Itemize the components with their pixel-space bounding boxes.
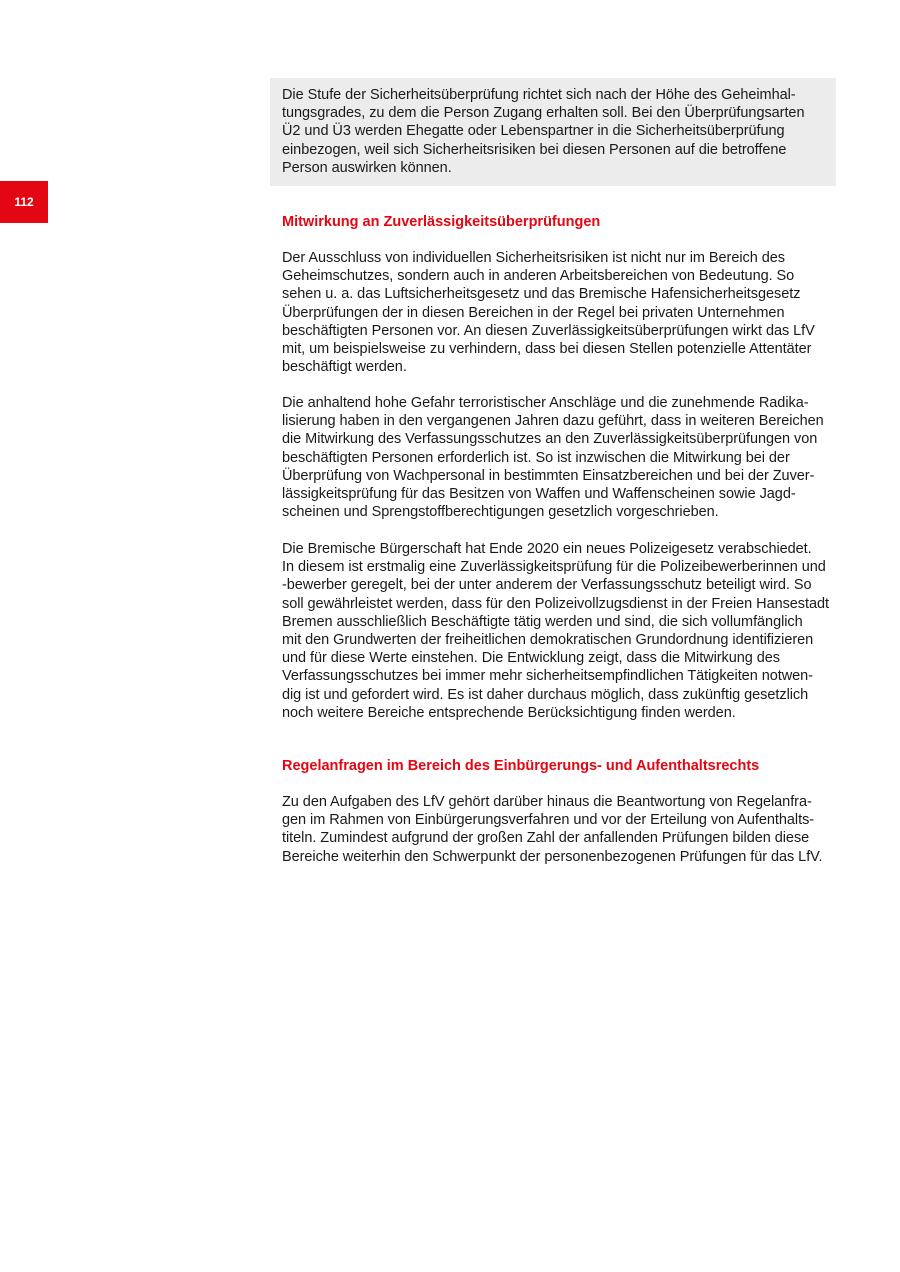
page-number: 112 <box>14 195 34 209</box>
paragraph-polizeigesetz: Die Bremische Bürgerschaft hat Ende 2020 ein neues Polizeigesetz verabschiedet. In diesem ist erstmalig eine Zuverlässigkeitsprüfung für die Polizeibewerberinnen und -bewerber geregelt, bei der unter anderem der Verfassungsschutz beteiligt wird. So soll gewährleistet werden, dass für den Polizeivollzugsdienst in der Freien Hansestadt Bremen ausschließlich Beschäftigte tätig werden und sind, die sich vollumfänglich mit den Grundwerten der freiheitlichen demokratischen Grundordnung identifizieren und für diese Werte einstehen. Die Entwicklung zeigt, dass die Mitwirkung des Verfassungsschutzes bei immer mehr sicherheitsempfindlichen Tätigkeiten notwen- dig ist und gefordert wird. Es ist daher durchaus möglich, dass zukünftig gesetzlich noch weitere Bereiche entsprechende Berücksichtigung finden werden. <box>282 541 829 721</box>
page-number-tab <box>0 181 48 223</box>
info-box <box>270 78 836 186</box>
paragraph-ausschluss: Der Ausschluss von individuellen Sicherheitsrisiken ist nicht nur im Bereich des Geheimschutzes, sondern auch in anderen Arbeitsbereichen von Bedeutung. So sehen u. a. das Luftsicherheitsgesetz und das Bremische Hafensicherheitsgesetz Überprüfungen der in diesen Bereichen in der Regel bei privaten Unternehmen beschäftigten Personen vor. An diesen Zuverlässigkeitsüberprüfungen wirkt das LfV mit, um beispielsweise zu verhindern, dass bei diesen Stellen potenzielle Attentäter beschäftigt werden. <box>282 250 815 376</box>
paragraph-terrorgefahr: Die anhaltend hohe Gefahr terroristischer Anschläge und die zunehmende Radika- lisierung haben in den vergangenen Jahren dazu geführt, dass in weiteren Bereichen die Mitwirkung des Verfassungsschutzes an den Zuverlässigkeitsüberprüfungen von beschäftigten Personen erforderlich ist. So ist inzwischen die Mitwirkung bei der Überprüfung von Wachpersonal in bestimmten Einsatzbereichen und bei der Zuver- lässigkeitsprüfung für das Besitzen von Waffen und Waffenscheinen sowie Jagd- scheinen und Sprengstoffberechtigungen gesetzlich vorgeschrieben. <box>282 395 824 521</box>
paragraph-regelanfragen: Zu den Aufgaben des LfV gehört darüber hinaus die Beantwortung von Regelanfra- gen im Rahmen von Einbürgerungsverfahren und vor der Erteilung von Aufenthalts- titeln. Zumindest aufgrund der großen Zahl der anfallenden Prüfungen bilden diese Bereiche weiterhin den Schwerpunkt der personenbezogenen Prüfungen für das LfV. <box>282 794 823 865</box>
section-heading-zuverlaessigkeit: Mitwirkung an Zuverlässigkeitsüberprüfungen <box>282 214 601 230</box>
info-box-text: Die Stufe der Sicherheitsüberprüfung richtet sich nach der Höhe des Geheimhal- tungsgrades, zu dem die Person Zugang erhalten soll. Bei den Überprüfungsarten Ü2 und Ü3 werden Ehegatte oder Lebenspartner in die Sicherheitsüberprüfung einbezogen, weil sich Sicherheitsrisiken bei diesen Personen auf die betroffene Person auswirken können. <box>282 87 805 176</box>
section-heading-regelanfragen: Regelanfragen im Bereich des Einbürgerungs- und Aufenthaltsrechts <box>282 758 760 774</box>
